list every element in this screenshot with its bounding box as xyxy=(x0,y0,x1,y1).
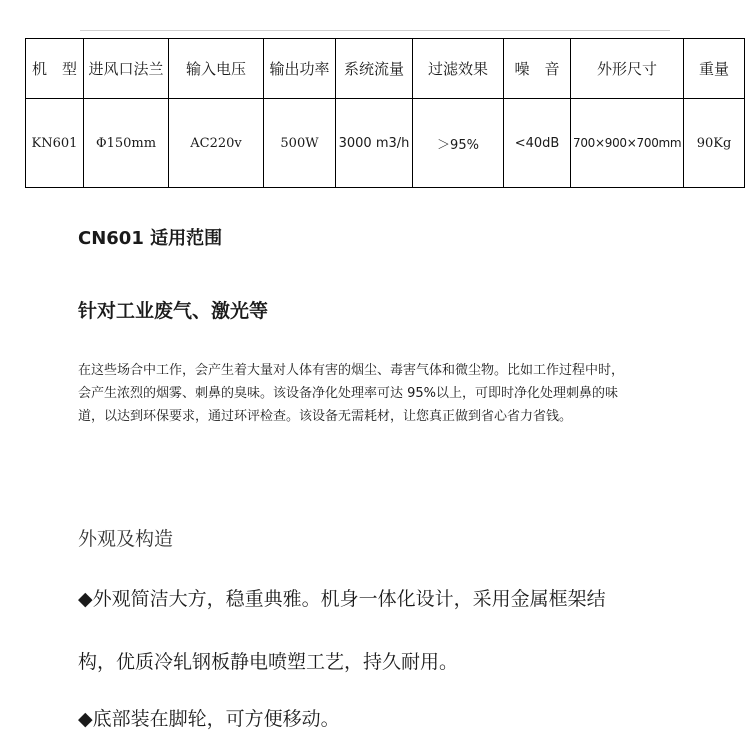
cell-noise: <40dB xyxy=(504,99,571,188)
header-noise: 噪 音 xyxy=(504,39,571,99)
cell-filter-effect: ＞95% xyxy=(413,99,504,188)
cell-output-power: 500W xyxy=(264,99,336,188)
header-dimensions: 外形尺寸 xyxy=(571,39,684,99)
header-filter-effect: 过滤效果 xyxy=(413,39,504,99)
header-system-flow: 系统流量 xyxy=(336,39,413,99)
table-row xyxy=(26,99,745,188)
spec-table xyxy=(25,38,745,188)
paragraph-line: 会产生浓烈的烟雾、刺鼻的臭味。该设备净化处理率可达 95%以上，可即时净化处理刺鼻的味 xyxy=(78,386,619,401)
header-model: 机 型 xyxy=(26,39,84,99)
section-title-appearance: 外观及构造 xyxy=(78,528,174,550)
feature-line: ◆底部装在脚轮，可方便移动。 xyxy=(78,708,340,730)
header-input-voltage: 输入电压 xyxy=(169,39,264,99)
paragraph-line: 在这些场合中工作，会产生着大量对人体有害的烟尘、毒害气体和微尘物。比如工作过程中时， xyxy=(78,363,625,378)
cell-dimensions: 700×900×700mm xyxy=(571,99,684,188)
cell-system-flow: 3000 m3/h xyxy=(336,99,413,188)
section-title-scope: CN601 适用范围 xyxy=(78,228,223,249)
header-weight: 重量 xyxy=(684,39,745,99)
cell-inlet-flange: Φ150mm xyxy=(84,99,169,188)
header-output-power: 输出功率 xyxy=(264,39,336,99)
feature-line: ◆外观简洁大方，稳重典雅。机身一体化设计，采用金属框架结 xyxy=(78,588,606,610)
paragraph-line: 道，以达到环保要求，通过环评检查。该设备无需耗材，让您真正做到省心省力省钱。 xyxy=(78,409,573,424)
description-paragraph xyxy=(78,359,678,428)
header-inlet-flange: 进风口法兰 xyxy=(84,39,169,99)
table-header-row xyxy=(26,39,745,99)
section-subtitle-target: 针对工业废气、激光等 xyxy=(78,300,269,322)
cell-input-voltage: AC220v xyxy=(169,99,264,188)
cell-weight: 90Kg xyxy=(684,99,745,188)
cell-model: KN601 xyxy=(26,99,84,188)
top-rule xyxy=(80,30,670,31)
feature-line: 构，优质冷轧钢板静电喷塑工艺，持久耐用。 xyxy=(78,651,459,673)
